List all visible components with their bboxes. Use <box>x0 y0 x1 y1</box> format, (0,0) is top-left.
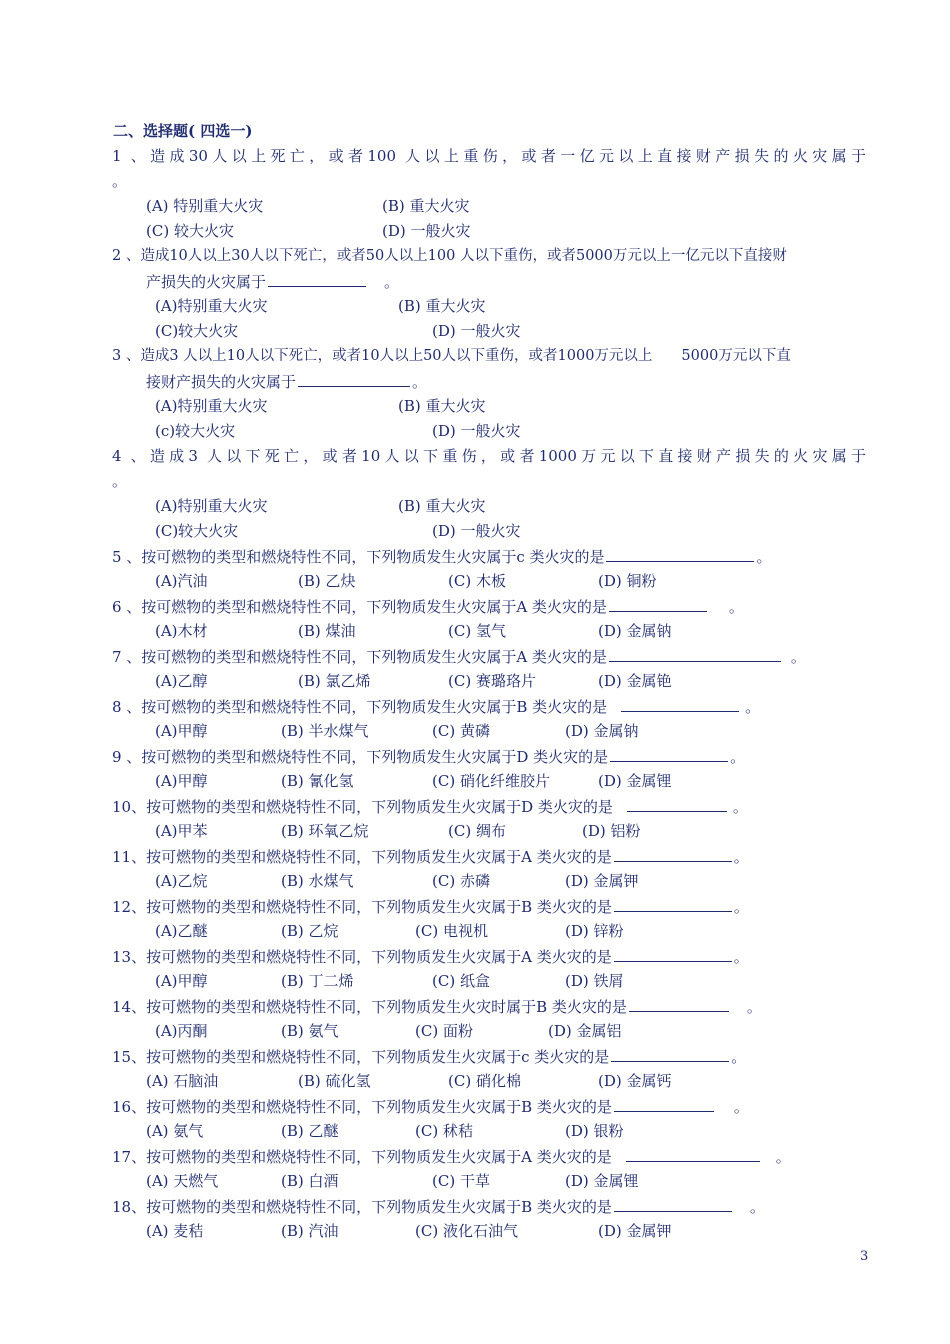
question-2-end: 。 <box>384 273 400 291</box>
question-7-option-a: (A)乙醇 <box>155 672 208 690</box>
page-number: 3 <box>860 1249 869 1264</box>
question-18-option-a: (A) 麦秸 <box>146 1222 204 1240</box>
question-2-text: 2 、造成10人以上30人以下死亡，或者50人以上100 人以下重伤，或者5000万元以上一亿元以下直接财 <box>112 248 787 264</box>
question-1-option-d: (D) 一般火灾 <box>382 222 471 240</box>
question-10-text <box>112 795 866 818</box>
question-2-option-d: (D) 一般火灾 <box>432 322 521 340</box>
question-13-option-b: (B) 丁二烯 <box>281 972 354 990</box>
question-8-option-b: (B) 半水煤气 <box>281 722 369 740</box>
question-1-end: 。 <box>112 172 128 190</box>
answer-blank[interactable] <box>614 895 732 912</box>
question-12-option-d: (D) 锌粉 <box>565 922 624 940</box>
question-9-option-d: (D) 金属锂 <box>598 772 672 790</box>
question-5-option-d: (D) 铜粉 <box>598 572 657 590</box>
question-13-option-a: (A)甲醇 <box>155 972 208 990</box>
question-3-text-cont: 接财产损失的火灾属于 <box>146 373 297 391</box>
question-3-text: 3 、造成3 人以上10人以下死亡，或者10人以上50人以下重伤，或者1000万元以上 5000万元以下直 <box>112 348 791 364</box>
question-5-end: 。 <box>756 548 772 566</box>
question-3-option-c: (c)较大火灾 <box>155 422 236 440</box>
question-14-option-d: (D) 金属铝 <box>548 1022 622 1040</box>
question-7-option-b: (B) 氯乙烯 <box>298 672 371 690</box>
question-8-option-a: (A)甲醇 <box>155 722 208 740</box>
question-12-text <box>112 895 866 918</box>
question-18-option-c: (C) 液化石油气 <box>415 1222 518 1240</box>
question-2-option-b: (B) 重大火灾 <box>398 297 486 315</box>
question-17-option-b: (B) 白酒 <box>281 1172 339 1190</box>
question-13-text <box>112 945 866 968</box>
question-15-option-d: (D) 金属钙 <box>598 1072 672 1090</box>
question-5-option-a: (A)汽油 <box>155 572 208 590</box>
question-16-option-a: (A) 氨气 <box>146 1122 204 1140</box>
question-14-option-c: (C) 面粉 <box>415 1022 473 1040</box>
question-6-option-c: (C) 氢气 <box>448 622 506 640</box>
question-15-prompt: 15、按可燃物的类型和燃烧特性不同，下列物质发生火灾属于c 类火灾的是 <box>112 1048 610 1066</box>
question-6-prompt: 6 、按可燃物的类型和燃烧特性不同，下列物质发生火灾属于A 类火灾的是 <box>112 598 607 616</box>
question-7-option-c: (C) 赛璐珞片 <box>448 672 536 690</box>
question-8-end: 。 <box>745 698 761 716</box>
question-5-option-c: (C) 木板 <box>448 572 506 590</box>
question-18-end: 。 <box>749 1198 765 1216</box>
question-1-option-b: (B) 重大火灾 <box>382 197 470 215</box>
question-13-option-c: (C) 纸盒 <box>432 972 490 990</box>
question-18-text <box>112 1195 866 1218</box>
question-18-prompt: 18、按可燃物的类型和燃烧特性不同，下列物质发生火灾属于B 类火灾的是 <box>112 1198 612 1216</box>
question-12-option-a: (A)乙醚 <box>155 922 208 940</box>
question-10-prompt: 10、按可燃物的类型和燃烧特性不同，下列物质发生火灾属于D 类火灾的是 <box>112 798 613 816</box>
question-5-prompt: 5 、按可燃物的类型和燃烧特性不同，下列物质发生火灾属于c 类火灾的是 <box>112 548 605 566</box>
question-6-option-a: (A)木材 <box>155 622 208 640</box>
question-7-text <box>112 645 866 668</box>
question-4-option-a: (A)特别重大火灾 <box>155 497 268 515</box>
question-5-option-b: (B) 乙炔 <box>298 572 356 590</box>
question-17-option-a: (A) 天燃气 <box>146 1172 219 1190</box>
question-11-option-b: (B) 水煤气 <box>281 872 354 890</box>
question-12-option-b: (B) 乙烷 <box>281 922 339 940</box>
question-13-end: 。 <box>733 948 749 966</box>
question-16-option-d: (D) 银粉 <box>565 1122 624 1140</box>
question-4-option-b: (B) 重大火灾 <box>398 497 486 515</box>
question-2-option-a: (A)特别重大火灾 <box>155 297 268 315</box>
question-18-option-b: (B) 汽油 <box>281 1222 339 1240</box>
answer-blank[interactable] <box>614 945 732 962</box>
question-9-prompt: 9 、按可燃物的类型和燃烧特性不同，下列物质发生火灾属于D 类火灾的是 <box>112 748 609 766</box>
question-15-option-a: (A) 石脑油 <box>146 1072 219 1090</box>
question-9-end: 。 <box>730 748 746 766</box>
question-14-text <box>112 995 866 1018</box>
question-6-end: 。 <box>728 598 744 616</box>
question-9-option-c: (C) 硝化纤维胶片 <box>432 772 550 790</box>
question-12-option-c: (C) 电视机 <box>415 922 488 940</box>
question-8-option-c: (C) 黄磷 <box>432 722 490 740</box>
answer-blank[interactable] <box>629 995 729 1012</box>
question-14-option-b: (B) 氨气 <box>281 1022 339 1040</box>
question-4-option-d: (D) 一般火灾 <box>432 522 521 540</box>
question-8-text <box>112 695 866 718</box>
question-5-text <box>112 545 866 568</box>
question-3-option-a: (A)特别重大火灾 <box>155 397 268 415</box>
answer-blank[interactable] <box>611 1045 729 1062</box>
answer-blank[interactable] <box>298 370 410 387</box>
question-16-end: 。 <box>733 1098 749 1116</box>
question-17-text <box>112 1145 866 1168</box>
answer-blank[interactable] <box>268 270 366 287</box>
question-1-option-a: (A) 特别重大火灾 <box>146 197 264 215</box>
question-17-prompt: 17、按可燃物的类型和燃烧特性不同，下列物质发生火灾属于A 类火灾的是 <box>112 1148 612 1166</box>
question-4-text: 4 、造成3 人以下死亡，或者10人以下重伤，或者1000万元以下直接财产损失的火灾属于 <box>112 447 866 465</box>
question-11-text <box>112 845 866 868</box>
question-1-text: 1 、造成30人以上死亡，或者100 人以上重伤，或者一亿元以上直接财产损失的火灾属于 <box>112 147 866 165</box>
question-7-option-d: (D) 金属铯 <box>598 672 672 690</box>
question-17-option-d: (D) 金属锂 <box>565 1172 639 1190</box>
question-6-option-b: (B) 煤油 <box>298 622 356 640</box>
question-15-option-b: (B) 硫化氢 <box>298 1072 371 1090</box>
question-2-text-cont: 产损失的火灾属于 <box>146 273 267 291</box>
question-8-option-d: (D) 金属钠 <box>565 722 639 740</box>
question-15-end: 。 <box>731 1048 747 1066</box>
answer-blank[interactable] <box>627 795 727 812</box>
question-11-option-d: (D) 金属钾 <box>565 872 639 890</box>
question-14-option-a: (A)丙酮 <box>155 1022 208 1040</box>
question-11-option-c: (C) 赤磷 <box>432 872 490 890</box>
answer-blank[interactable] <box>606 545 754 562</box>
question-9-text <box>112 745 866 768</box>
answer-blank[interactable] <box>614 1095 714 1112</box>
answer-blank[interactable] <box>609 645 781 662</box>
question-6-text <box>112 595 866 618</box>
question-11-option-a: (A)乙烷 <box>155 872 208 890</box>
question-10-option-d: (D) 铝粉 <box>582 822 641 840</box>
question-1-option-c: (C) 较大火灾 <box>146 222 234 240</box>
answer-blank[interactable] <box>609 595 707 612</box>
question-8-prompt: 8 、按可燃物的类型和燃烧特性不同，下列物质发生火灾属于B 类火灾的是 <box>112 698 608 716</box>
question-18-option-d: (D) 金属钾 <box>598 1222 672 1240</box>
question-10-option-b: (B) 环氧乙烷 <box>281 822 369 840</box>
answer-blank[interactable] <box>614 1195 732 1212</box>
question-12-prompt: 12、按可燃物的类型和燃烧特性不同，下列物质发生火灾属于B 类火灾的是 <box>112 898 612 916</box>
question-3-option-d: (D) 一般火灾 <box>432 422 521 440</box>
question-10-option-a: (A)甲苯 <box>155 822 208 840</box>
question-6-option-d: (D) 金属钠 <box>598 622 672 640</box>
question-3-option-b: (B) 重大火灾 <box>398 397 486 415</box>
question-4-option-c: (C)较大火灾 <box>155 522 239 540</box>
answer-blank[interactable] <box>626 1145 760 1162</box>
question-15-option-c: (C) 硝化棉 <box>448 1072 521 1090</box>
question-13-option-d: (D) 铁屑 <box>565 972 624 990</box>
question-12-end: 。 <box>733 898 749 916</box>
question-17-end: 。 <box>775 1148 791 1166</box>
question-4-end: 。 <box>112 472 128 490</box>
question-7-prompt: 7 、按可燃物的类型和燃烧特性不同，下列物质发生火灾属于A 类火灾的是 <box>112 648 607 666</box>
section-title: 二、选择题( 四选一) <box>113 122 253 140</box>
question-14-prompt: 14、按可燃物的类型和燃烧特性不同，下列物质发生火灾时属于B 类火灾的是 <box>112 998 627 1016</box>
question-15-text <box>112 1045 866 1068</box>
question-16-prompt: 16、按可燃物的类型和燃烧特性不同，下列物质发生火灾属于B 类火灾的是 <box>112 1098 612 1116</box>
question-10-option-c: (C) 绸布 <box>448 822 506 840</box>
question-11-prompt: 11、按可燃物的类型和燃烧特性不同，下列物质发生火灾属于A 类火灾的是 <box>112 848 612 866</box>
question-17-option-c: (C) 干草 <box>432 1172 490 1190</box>
question-7-end: 。 <box>790 648 806 666</box>
question-2-option-c: (C)较大火灾 <box>155 322 239 340</box>
question-11-end: 。 <box>733 848 749 866</box>
question-13-prompt: 13、按可燃物的类型和燃烧特性不同，下列物质发生火灾属于A 类火灾的是 <box>112 948 612 966</box>
answer-blank[interactable] <box>621 695 739 712</box>
answer-blank[interactable] <box>610 745 728 762</box>
question-9-option-a: (A)甲醇 <box>155 772 208 790</box>
question-16-option-b: (B) 乙醚 <box>281 1122 339 1140</box>
question-14-end: 。 <box>746 998 762 1016</box>
question-16-option-c: (C) 秫秸 <box>415 1122 473 1140</box>
question-16-text <box>112 1095 866 1118</box>
question-9-option-b: (B) 氰化氢 <box>281 772 354 790</box>
question-3-continuation <box>146 370 427 393</box>
answer-blank[interactable] <box>614 845 732 862</box>
question-10-end: 。 <box>732 798 748 816</box>
question-2-continuation <box>146 270 399 293</box>
question-3-end: 。 <box>412 373 428 391</box>
